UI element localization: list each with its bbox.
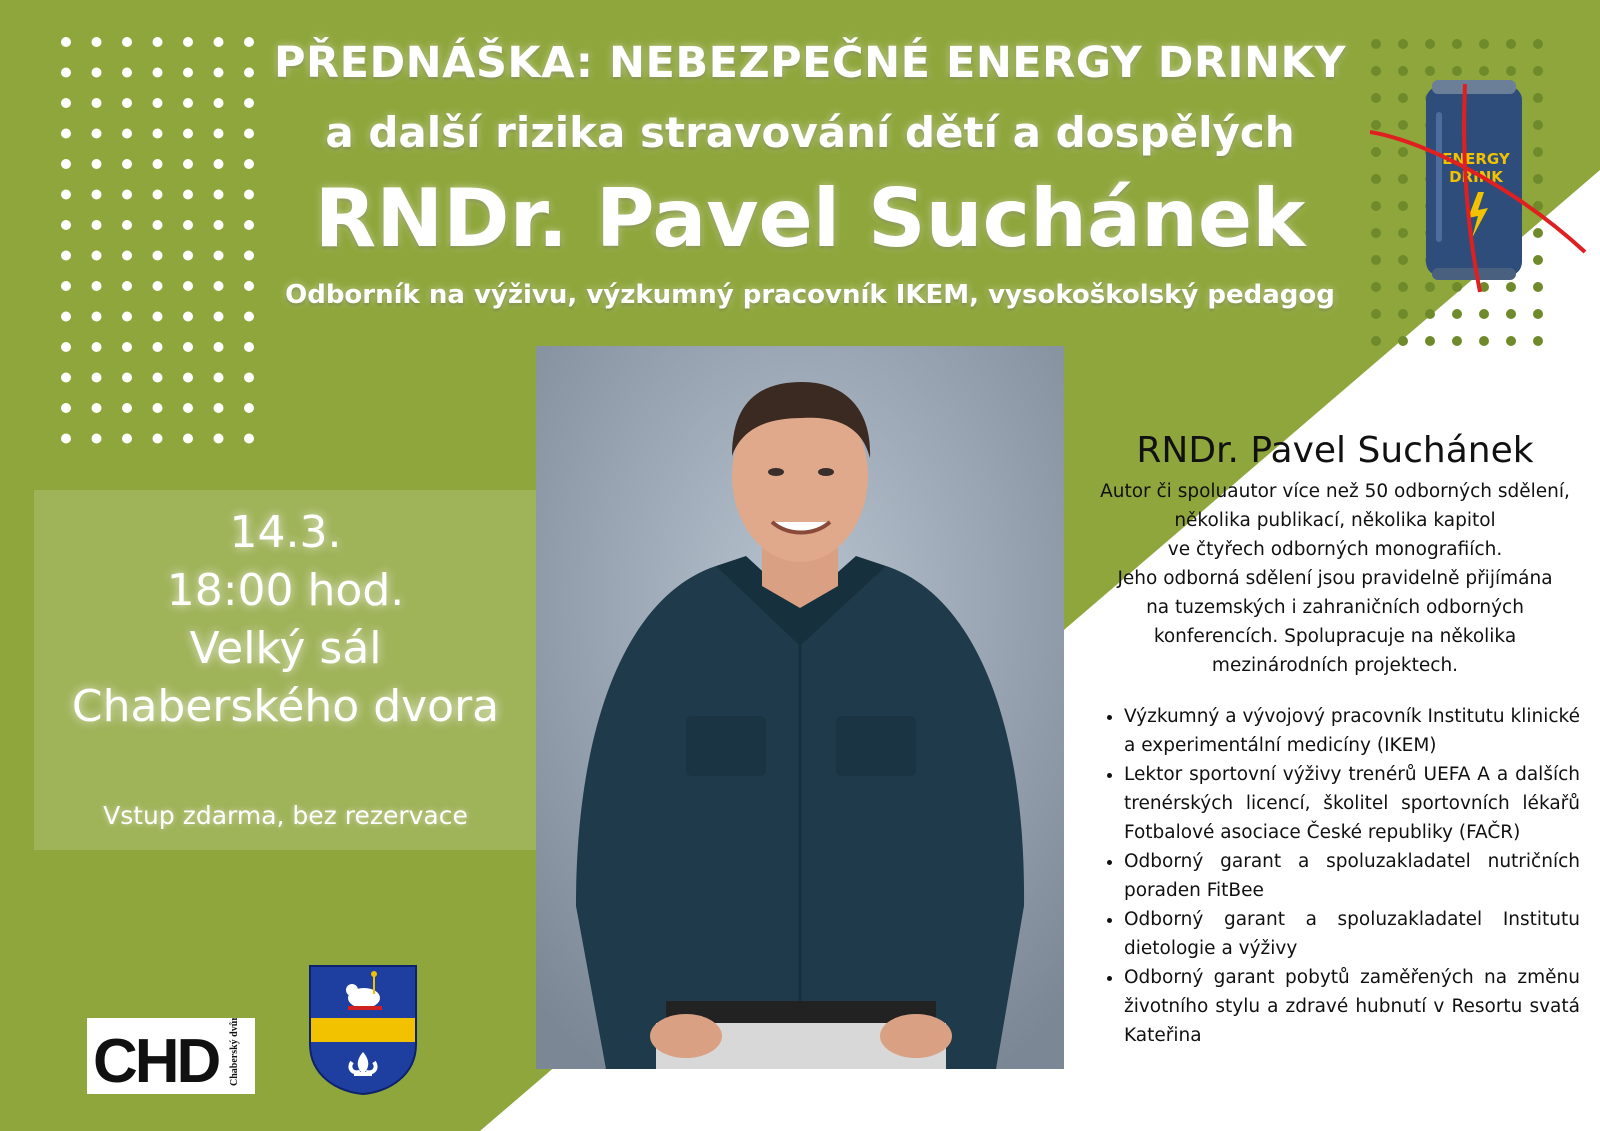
decor-dot: [92, 403, 102, 413]
decor-dot: [214, 159, 224, 169]
event-place-line-1: Velký sál: [189, 623, 382, 674]
energy-drink-crossed-icon: [1370, 72, 1590, 302]
chd-logo-text: CHD: [93, 1027, 219, 1094]
decor-dot: [153, 68, 163, 78]
chd-logo: [87, 1018, 255, 1094]
decor-dot: [122, 220, 132, 230]
decor-dot: [1425, 39, 1435, 49]
chd-logo-side-text: Chaberský dvůr: [229, 1018, 240, 1086]
decor-dot: [153, 98, 163, 108]
bio-bullet: • Výzkumný a vývojový pracovník Institutu klinické a experimentální medicíny (IKEM): [1124, 702, 1580, 760]
bio-intro: [1090, 477, 1580, 680]
decor-dot: [214, 251, 224, 261]
speaker-bio: [1090, 430, 1580, 1050]
decor-dot: [1452, 309, 1462, 319]
decor-dot: [1398, 336, 1408, 346]
decor-dot: [244, 159, 254, 169]
decor-dot: [183, 129, 193, 139]
decor-dot: [153, 159, 163, 169]
decor-dot: [214, 281, 224, 291]
decor-dot: [214, 37, 224, 47]
decor-dot: [214, 129, 224, 139]
speaker-photo: [536, 346, 1064, 1069]
decor-dot: [61, 220, 71, 230]
decor-dot: [92, 159, 102, 169]
decor-dot: [1425, 336, 1435, 346]
decor-dot: [214, 342, 224, 352]
decor-dot: [244, 98, 254, 108]
decor-dot: [1425, 309, 1435, 319]
decor-dot: [183, 281, 193, 291]
decor-dot: [61, 98, 71, 108]
event-info-box: [34, 490, 537, 850]
decor-dot: [1506, 336, 1516, 346]
decor-dot: [153, 251, 163, 261]
decor-dot: [183, 220, 193, 230]
decor-dot: [61, 37, 71, 47]
can-label-1: ENERGY: [1442, 150, 1510, 168]
decor-dot: [92, 190, 102, 200]
decor-dot: [122, 281, 132, 291]
decor-dot: [1371, 309, 1381, 319]
decor-dot: [153, 37, 163, 47]
decor-dot: [122, 68, 132, 78]
decor-dot: [122, 251, 132, 261]
decor-dot: [153, 220, 163, 230]
decor-dot: [183, 403, 193, 413]
decor-dot: [92, 37, 102, 47]
decor-dot: [214, 68, 224, 78]
decor-dot: [122, 98, 132, 108]
decor-dot: [1479, 39, 1489, 49]
decor-dot: [214, 312, 224, 322]
decor-dot: [1506, 39, 1516, 49]
decor-dot: [92, 220, 102, 230]
bio-intro-line: Jeho odborná sdělení jsou pravidelně přijímána: [1117, 568, 1553, 589]
decor-dot: [1452, 336, 1462, 346]
decor-dot: [1452, 39, 1462, 49]
speaker-name: RNDr. Pavel Suchánek: [314, 172, 1306, 265]
decor-dot: [153, 129, 163, 139]
speaker-description: Odborník na výživu, výzkumný pracovník IKEM, vysokoškolský pedagog: [285, 280, 1335, 310]
decor-dot: [1506, 309, 1516, 319]
decor-dot: [183, 342, 193, 352]
can-label-2: DRINK: [1449, 168, 1503, 186]
decor-dot: [1479, 309, 1489, 319]
decor-dot: [244, 434, 254, 444]
decor-dot: [61, 312, 71, 322]
decor-dot: [122, 129, 132, 139]
decor-dot: [1533, 336, 1543, 346]
decor-dot: [153, 342, 163, 352]
bio-bullet: • Odborný garant pobytů zaměřených na změnu životního stylu a zdravé hubnutí v Resortu svatá Kateřina: [1124, 963, 1580, 1050]
decor-dot: [61, 159, 71, 169]
decor-dot: [92, 312, 102, 322]
event-time: 18:00 hod.: [166, 565, 405, 616]
decor-dot: [61, 434, 71, 444]
bio-bullet-list: [1090, 702, 1580, 1050]
bio-intro-line: mezinárodních projektech.: [1211, 655, 1459, 676]
coat-of-arms-icon: [308, 964, 418, 1096]
decor-dot: [122, 37, 132, 47]
bio-bullet: • Odborný garant a spoluzakladatel nutričních poraden FitBee: [1124, 847, 1580, 905]
decor-dot: [183, 159, 193, 169]
decor-dot: [183, 190, 193, 200]
decor-dot: [214, 373, 224, 383]
event-date: 14.3.: [229, 507, 342, 558]
decor-dot: [122, 159, 132, 169]
decor-dot: [244, 342, 254, 352]
bio-intro-line: ve čtyřech odborných monografiích.: [1167, 539, 1503, 560]
decor-dot: [153, 190, 163, 200]
decor-dot: [153, 403, 163, 413]
decor-dot: [1398, 309, 1408, 319]
decor-dot: [122, 403, 132, 413]
decor-dot: [122, 312, 132, 322]
decor-dot: [61, 373, 71, 383]
decor-dot: [92, 251, 102, 261]
entry-note: Vstup zdarma, bez rezervace: [103, 801, 468, 830]
decor-dot: [1533, 39, 1543, 49]
decor-dot: [244, 403, 254, 413]
bio-bullet: • Odborný garant a spoluzakladatel Institutu dietologie a výživy: [1124, 905, 1580, 963]
decor-dot: [1371, 336, 1381, 346]
decor-dot: [214, 98, 224, 108]
decor-dot: [61, 342, 71, 352]
decor-dot: [183, 37, 193, 47]
decor-dot: [244, 373, 254, 383]
decor-dot: [92, 68, 102, 78]
decor-dot: [122, 373, 132, 383]
decor-dot: [92, 281, 102, 291]
bio-bullet: • Lektor sportovní výživy trenérů UEFA A a dalších trenérských licencí, školitel sportovních lékařů Fotbalové asociace České republiky (FAČR): [1124, 760, 1580, 847]
decor-dot: [1479, 336, 1489, 346]
decor-dot: [183, 251, 193, 261]
decor-dot: [61, 190, 71, 200]
decor-dot: [61, 68, 71, 78]
decor-dot: [214, 190, 224, 200]
decor-dot: [122, 190, 132, 200]
decor-dot: [183, 98, 193, 108]
decor-dot: [153, 312, 163, 322]
decor-dot: [92, 98, 102, 108]
decor-dot: [61, 403, 71, 413]
decor-dot: [1398, 39, 1408, 49]
decor-dot: [61, 251, 71, 261]
event-place-line-2: Chaberského dvora: [71, 681, 500, 732]
decor-dot: [61, 129, 71, 139]
bio-intro-line: na tuzemských i zahraničních odborných: [1146, 597, 1524, 618]
decor-dot: [122, 434, 132, 444]
decor-dot: [214, 220, 224, 230]
event-subtitle: a další rizika stravování dětí a dospělých: [325, 108, 1295, 157]
decor-dot: [214, 434, 224, 444]
decor-dot: [92, 342, 102, 352]
decor-dot: [244, 312, 254, 322]
decor-dot: [61, 281, 71, 291]
decor-dot: [92, 373, 102, 383]
decor-dot: [153, 373, 163, 383]
bio-name: RNDr. Pavel Suchánek: [1136, 430, 1534, 471]
decor-dot: [183, 434, 193, 444]
bio-intro-line: několika publikací, několika kapitol: [1174, 510, 1496, 531]
event-title: PŘEDNÁŠKA: NEBEZPEČNÉ ENERGY DRINKY: [273, 38, 1346, 88]
decor-dot: [1533, 309, 1543, 319]
bio-intro-line: Autor či spoluautor více než 50 odborných sdělení,: [1100, 481, 1570, 502]
decor-dot: [183, 373, 193, 383]
decor-dot: [153, 281, 163, 291]
bio-intro-line: konferencích. Spolupracuje na několika: [1153, 626, 1517, 647]
decor-dot: [92, 129, 102, 139]
decor-dot: [183, 312, 193, 322]
decor-dot: [153, 434, 163, 444]
decor-dot: [122, 342, 132, 352]
decor-dot: [92, 434, 102, 444]
decor-dot: [183, 68, 193, 78]
decor-dot: [214, 403, 224, 413]
